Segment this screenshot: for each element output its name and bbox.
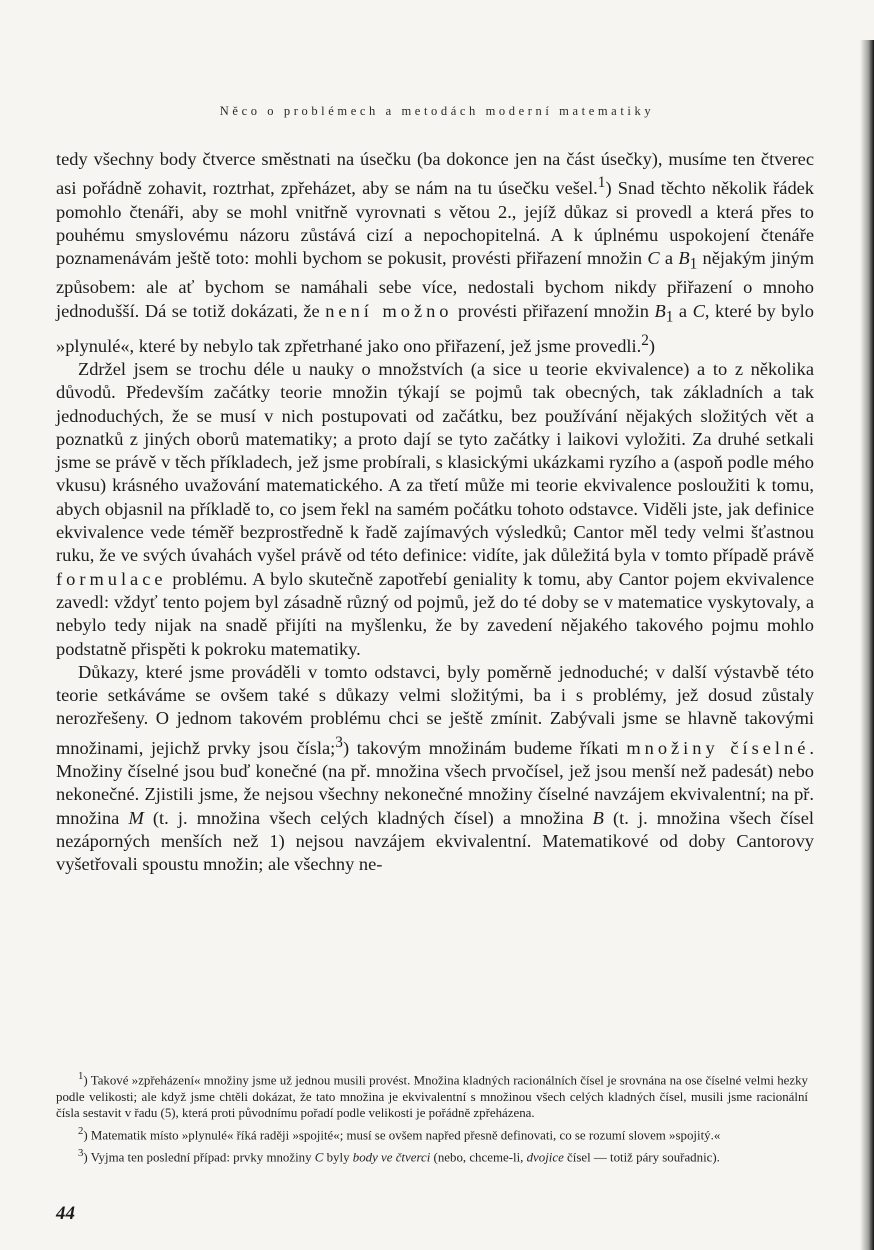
text-run: nějakým jiným způsobem: ale ať bychom se namáhali sebe více, nedostali bychom nikdy přiřazení o mnoho jednodušší. Dá se totiž dokázati, že: [56, 248, 815, 321]
text-run: ) takovým množinám budeme říkati: [342, 737, 627, 758]
math-symbol: C: [314, 1150, 324, 1165]
text-run: (t. j. množina všech čísel nezáporných menších než 1) nejsou navzájem ekvivalentní. Matematikové od doby Cantorovy vyšetřovali spoustu množin; ale všechny ne-: [56, 807, 814, 875]
footnote-1: [56, 1068, 808, 1122]
italic-emphasis: body ve čtverci: [352, 1150, 431, 1165]
math-subscript: 1: [689, 255, 698, 273]
footnote-ref-1: 1: [597, 174, 606, 192]
paragraph-1: [56, 148, 814, 358]
footnote-mark: 2: [78, 1125, 84, 1138]
text-run: tedy všechny body čtverce směstnati na úsečku (ba dokonce jen na část úsečky), musíme ten čtverec asi pořádně zohavit, roztrhat, zpřeházet, aby se nám na tu úsečku vešel.: [56, 149, 814, 199]
math-symbol: C: [692, 300, 705, 321]
math-symbol: C: [647, 248, 660, 269]
text-run: (t. j. množina všech celých kladných čísel) a množina: [143, 807, 593, 828]
main-text: [56, 148, 814, 877]
spaced-emphasis: množiny číselné: [626, 737, 810, 758]
text-run: ): [648, 335, 656, 356]
paragraph-2: [56, 358, 814, 661]
footnote-2: [56, 1123, 808, 1144]
footnote-text: čísel — totiž páry souřadnic).: [563, 1150, 720, 1165]
footnote-mark: 1: [78, 1070, 84, 1082]
text-run: a: [673, 300, 693, 321]
math-symbol: B: [654, 300, 666, 321]
footnote-text: ) Matematik místo »plynulé« říká raději »spojité«; musí se ovšem napřed přesně definovati, co se rozumí slovem »spojitý.«: [83, 1128, 721, 1143]
text-run: a: [659, 248, 679, 269]
footnote-text: ) Vyjma ten poslední případ: prvky množiny: [83, 1150, 315, 1165]
paragraph-3: [56, 661, 814, 877]
footnote-text: (nebo, chceme-li,: [430, 1150, 527, 1165]
footnote-ref-3: 3: [335, 733, 343, 751]
math-symbol: B: [678, 248, 690, 269]
spaced-emphasis: formulace: [56, 568, 167, 589]
footnotes: [56, 1068, 808, 1167]
footnote-ref-2: 2: [641, 331, 649, 349]
footnote-3: [56, 1145, 808, 1166]
footnote-mark: 3: [78, 1146, 84, 1159]
footnote-text: byly: [323, 1150, 353, 1165]
page-number: 44: [56, 1203, 75, 1224]
text-run: ) Snad těchto několik řádek pomohlo čtenáři, aby se mohl vnitřně vyrovnati s větou 2., jejíž důkaz si provedl a která přes to pouhému smyslovému názoru zůstává cizí a nepochopitelná. A k úplnému uspokojení čtenáře poznamenávám ještě toto: mohli bychom se pokusit, provésti přiřazení množin: [56, 178, 814, 269]
italic-emphasis: dvojice: [526, 1150, 564, 1165]
spaced-emphasis: není možno: [325, 300, 453, 321]
math-subscript: 1: [665, 308, 674, 326]
math-symbol: M: [128, 807, 144, 828]
footnote-text: ) Takové »zpřeházení« množiny jsme už jednou musili provést. Množina kladných racionálních čísel je srovnána na ose číselné velmi hezky podle velikosti; ale když jsme chtěli dokázat, že tato množina je ekvivalentní s množinou všech celých kladných čísel, musili jsme racionální čísla sestavit v řadu (5), která proti původnímu pořadí podle velikosti je pořádně zpřeházena.: [56, 1073, 808, 1121]
text-run: . Množiny číselné jsou buď konečné (na př. množina všech prvočísel, jež jsou menší než padesát) nebo nekonečné. Zjistili jsme, že nejsou všechny nekonečné množiny číselné navzájem ekvivalentní; na př. množina: [56, 737, 814, 828]
running-head: Něco o problémech a metodách moderní matematiky: [219, 104, 655, 118]
text-run: Důkazy, které jsme prováděli v tomto odstavci, byly poměrně jednoduché; v další výstavbě této teorie setkáváme se ovšem také s důkazy velmi složitými, ba i s problémy, jež dosud zůstaly nerozřešeny. O jednom takovém problému chci se ještě zmínit. Zabývali jsme se hlavně takovými množinami, jejichž prvky jsou čísla;: [56, 661, 814, 758]
text-run: , které by bylo »plynulé«, které by nebylo tak zpřetrhané jako ono přiřazení, jež jsme provedli.: [56, 300, 814, 356]
text-run: Zdržel jsem se trochu déle u nauky o množstvích (a sice u teorie ekvivalence) a to z několika důvodů. Především začátky teorie množin týkají se pojmů tak obecných, tak základních a tak jednoduchých, že se musí v nich postupovati od začátku, bez používání nějakých složitých vět a poznatků z jiných oborů matematiky; a proto dají se tyto začátky i laikovi vyložiti. Za druhé setkali jsme se právě v těch příkladech, jež jsme probírali, s klasickými ukázkami ryzího a (aspoň podle mého vkusu) krásného uvažování matematického. A za třetí může mi teorie ekvivalence posloužiti k tomu, abych objasnil na příkladě to, co jsem řekl na samém počátku tohoto odstavce. Viděli jste, jak definice ekvivalence vede téměř bezprostředně k řadě zajímavých výsledků; Cantor měl tedy velmi šťastnou ruku, že ve svých úvahách vyšel právě od této definice: vidíte, jak důležitá byla v tomto případě právě: [56, 358, 814, 566]
text-run: problému. A bylo skutečně zapotřebí geniality k tomu, aby Cantor pojem ekvivalence zavedl: vždyť tento pojem byl zásadně různý od pojmů, jež do té doby se v matematice vyskytovaly, a nebylo tedy nijak na snadě přijíti na myšlenku, že by zavedení nějakého takového pojmu mohlo podstatně přispěti k pokroku matematiky.: [56, 568, 814, 659]
page-edge-shadow: [860, 40, 874, 1250]
text-run: provésti přiřazení množin: [452, 300, 655, 321]
math-symbol: B: [592, 807, 604, 828]
